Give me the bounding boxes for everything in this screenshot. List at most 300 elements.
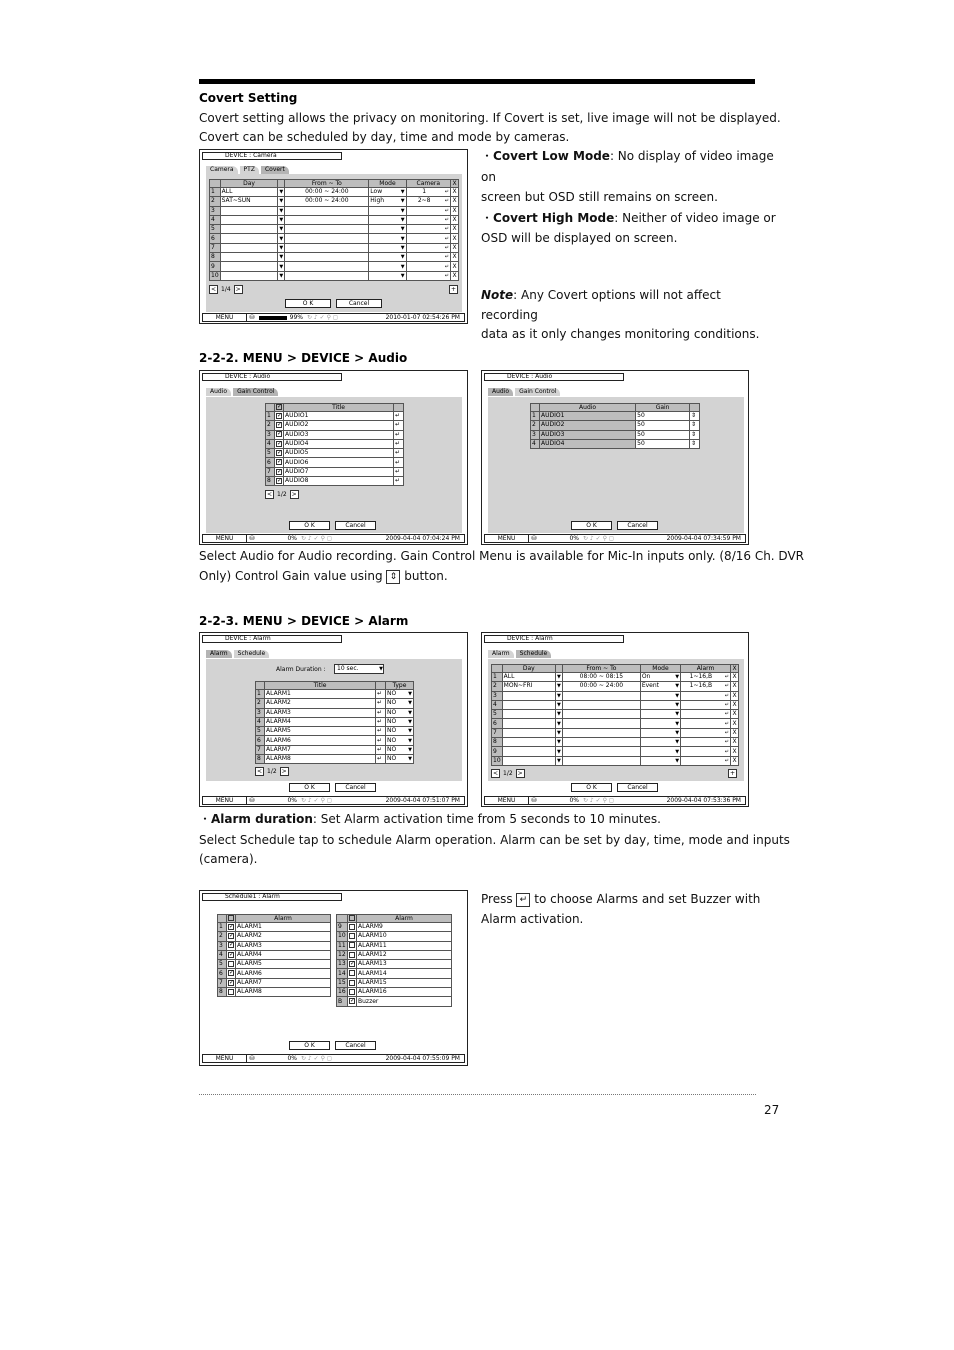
alarm-title[interactable]: ALARM4: [265, 717, 376, 726]
alarm-checkbox[interactable]: [348, 988, 357, 997]
menu-button[interactable]: MENU: [203, 314, 247, 321]
audio-title[interactable]: AUDIO7: [284, 467, 394, 476]
alarm-checkbox[interactable]: [227, 932, 236, 941]
list-item: [218, 932, 331, 941]
time-range[interactable]: [285, 215, 369, 224]
alarm-schedule-table: Day From ~ To Mode Alarm X 1 ALL ▼ 08:00 ~ 08:15 On ▼ 1~16,B ↵ X 2 MON~FRI ▼ 00:00 ~ 24:00 Event ▼ 1~16,B ↵ X 3 ▼ ▼ ↵ X 4 ▼ ▼ ↵ X 5 ▼ ▼ ↵ X 6 ▼ ▼ ↵ X 7 ▼ ▼ ↵ X 8 ▼ ▼ ↵ X 9 ▼ ▼ ↵ X 10 ▼ ▼ ↵ X: [491, 664, 739, 766]
covert-heading: Covert Setting: [199, 91, 298, 105]
time-range[interactable]: [285, 234, 369, 243]
alarm-checkbox[interactable]: [348, 969, 357, 978]
row-number: 5: [218, 960, 227, 969]
delete-icon[interactable]: X: [452, 225, 457, 233]
day-select[interactable]: [502, 728, 555, 737]
audio-checkbox[interactable]: [275, 421, 284, 430]
alarm-type-select[interactable]: NO ▼: [387, 718, 412, 726]
delete-icon[interactable]: X: [452, 188, 457, 196]
time-range[interactable]: [285, 253, 369, 262]
enter-icon[interactable]: ↵: [376, 699, 386, 708]
menu-button[interactable]: MENU: [203, 797, 247, 804]
covert-note: Note: Any Covert options will not affect recording data as it only changes monitoring conditions.: [481, 288, 760, 341]
mode-select[interactable]: [640, 710, 680, 719]
delete-icon[interactable]: X: [452, 216, 457, 224]
time-range[interactable]: [285, 262, 369, 271]
next-page-button[interactable]: >: [281, 768, 287, 775]
prev-page-button[interactable]: <: [210, 286, 217, 293]
status-icons: ↻ ♪ ✓ ⚲ ◻: [307, 314, 338, 321]
menu-button[interactable]: MENU: [485, 535, 529, 542]
table-row: [492, 719, 739, 728]
row-number: 4: [210, 215, 221, 224]
time-range[interactable]: [285, 243, 369, 252]
day-select[interactable]: [220, 234, 278, 243]
day-select[interactable]: SAT~SUN: [220, 197, 278, 206]
row-number: 5: [256, 727, 265, 736]
table-row: [210, 197, 459, 206]
alarm-title[interactable]: ALARM6: [265, 736, 376, 745]
mode-select[interactable]: [640, 738, 680, 747]
enter-icon[interactable]: ↵: [394, 449, 404, 458]
enter-icon[interactable]: ↵: [394, 467, 404, 476]
up-down-spinner-icon[interactable]: ⇕: [690, 412, 700, 421]
alarm-type-select[interactable]: NO ▼: [387, 690, 412, 698]
time-range[interactable]: [562, 728, 640, 737]
tab-alarm[interactable]: Alarm: [488, 650, 514, 658]
up-down-spinner-icon[interactable]: ⇕: [690, 439, 700, 448]
mode-select[interactable]: Low ▼: [370, 188, 405, 196]
target-select[interactable]: 1~16,B ↵: [681, 682, 731, 691]
enter-icon[interactable]: ↵: [394, 477, 404, 486]
day-select[interactable]: [502, 700, 555, 709]
alarm-duration-select[interactable]: 10 sec. ▼: [334, 664, 384, 674]
chevron-down-icon[interactable]: ▼: [279, 254, 284, 261]
mode-select[interactable]: [369, 262, 406, 271]
tab-gain-control[interactable]: Gain Control: [515, 388, 560, 396]
mode-select[interactable]: [640, 691, 680, 700]
next-page-button[interactable]: >: [291, 491, 297, 498]
audio-checkbox[interactable]: [275, 458, 284, 467]
delete-icon[interactable]: X: [452, 271, 457, 279]
prev-page-button[interactable]: <: [256, 768, 263, 775]
day-select[interactable]: [220, 243, 278, 252]
chevron-down-icon[interactable]: ▼: [556, 711, 561, 718]
covert-line2: Covert can be scheduled by day, time and mode by cameras.: [199, 130, 570, 144]
clock: 2009-04-04 07:04:24 PM: [385, 535, 460, 542]
mode-select[interactable]: [640, 756, 680, 765]
chevron-down-icon[interactable]: ▼: [279, 189, 284, 196]
alarm-name: ALARM1: [236, 923, 331, 932]
clock: 2010-01-07 02:54:26 PM: [385, 314, 460, 321]
delete-icon[interactable]: X: [732, 756, 737, 764]
audio-title[interactable]: AUDIO5: [284, 449, 394, 458]
table-row: [531, 412, 700, 421]
enter-icon[interactable]: ↵: [376, 755, 386, 764]
enter-icon: ↵: [444, 189, 449, 196]
day-select[interactable]: [502, 756, 555, 765]
alarm-name: Buzzer: [357, 997, 452, 1006]
row-number: 4: [218, 950, 227, 959]
alarm-checkbox[interactable]: [227, 941, 236, 950]
table-row: [210, 215, 459, 224]
day-select[interactable]: [502, 710, 555, 719]
row-number: 6: [210, 234, 221, 243]
chevron-down-icon[interactable]: ▼: [556, 748, 561, 755]
time-range[interactable]: [285, 206, 369, 215]
day-select[interactable]: [220, 206, 278, 215]
time-range[interactable]: [285, 225, 369, 234]
mode-select[interactable]: [369, 215, 406, 224]
enter-icon[interactable]: ↵: [376, 736, 386, 745]
list-item: [218, 923, 331, 932]
enter-icon[interactable]: ↵: [394, 412, 404, 421]
alarm-name: ALARM5: [236, 960, 331, 969]
mode-select[interactable]: [369, 271, 406, 280]
alarm-title[interactable]: ALARM5: [265, 727, 376, 736]
chevron-down-icon[interactable]: ▼: [279, 198, 284, 205]
tab-audio[interactable]: Audio: [206, 388, 231, 396]
enter-icon[interactable]: ↵: [394, 421, 404, 430]
row-number: 1: [492, 673, 503, 682]
enter-icon: ↵: [724, 748, 729, 755]
cancel-button[interactable]: Cancel: [617, 783, 658, 792]
target-select[interactable]: [406, 206, 450, 215]
alarm-title-table: Title Type 1 ALARM1 ↵ NO ▼ 2 ALARM2 ↵ NO ▼ 3 ALARM3 ↵ NO ▼ 4 ALARM4 ↵ NO ▼ 5 ALARM5 ↵ NO ▼ 6 ALARM6 ↵ NO ▼ 7 ALARM7 ↵ NO ▼ 8 ALARM8 ↵ NO ▼: [255, 681, 414, 764]
cancel-button[interactable]: Cancel: [336, 299, 382, 308]
disk-icon: ⛁: [249, 535, 255, 542]
target-select[interactable]: [681, 747, 731, 756]
target-select[interactable]: [681, 710, 731, 719]
delete-icon[interactable]: X: [452, 262, 457, 270]
status-icons: ↻ ♪ ✓ ⚲ ◻: [301, 535, 332, 542]
chevron-down-icon[interactable]: ▼: [556, 729, 561, 736]
delete-icon[interactable]: X: [732, 682, 737, 690]
alarm-checkbox[interactable]: [348, 978, 357, 987]
alarm-checkbox[interactable]: [227, 960, 236, 969]
tab-camera[interactable]: Camera: [206, 166, 238, 174]
mode-select[interactable]: High ▼: [370, 197, 405, 205]
tab-alarm[interactable]: Alarm: [206, 650, 232, 658]
day-select[interactable]: [502, 719, 555, 728]
audio-checkbox[interactable]: [275, 449, 284, 458]
delete-icon[interactable]: X: [452, 197, 457, 205]
day-select[interactable]: [220, 253, 278, 262]
gain-value[interactable]: 50: [636, 421, 690, 430]
audio-desc2: Only) Control Gain value using ⇕ button.: [199, 569, 448, 583]
target-select[interactable]: [406, 225, 450, 234]
gain-value[interactable]: 50: [636, 439, 690, 448]
row-number: 10: [338, 932, 346, 940]
chevron-down-icon: ▼: [400, 226, 405, 233]
time-range[interactable]: 00:00 ~ 24:00: [285, 188, 369, 197]
target-select[interactable]: [681, 756, 731, 765]
audio-title[interactable]: AUDIO6: [284, 458, 394, 467]
delete-icon[interactable]: X: [452, 243, 457, 251]
tab-covert[interactable]: Covert: [261, 166, 289, 174]
target-select[interactable]: [406, 262, 450, 271]
target-select[interactable]: [406, 271, 450, 280]
delete-icon[interactable]: X: [732, 710, 737, 718]
mode-select[interactable]: [369, 243, 406, 252]
mode-select[interactable]: On ▼: [641, 673, 680, 681]
alarm-checkbox[interactable]: [227, 923, 236, 932]
alarm-checkbox[interactable]: [348, 932, 357, 941]
target-select[interactable]: [681, 738, 731, 747]
delete-icon[interactable]: X: [732, 738, 737, 746]
disk-icon: ⛁: [531, 797, 537, 804]
ok-button[interactable]: O K: [289, 783, 330, 792]
alarm-type-select[interactable]: NO ▼: [387, 699, 412, 707]
next-page-button[interactable]: >: [235, 286, 241, 293]
day-select[interactable]: MON~FRI: [502, 682, 555, 691]
mode-select[interactable]: [369, 206, 406, 215]
target-select[interactable]: 1~16,B ↵: [681, 673, 731, 682]
row-number: 7: [266, 467, 275, 476]
row-number: 3: [210, 206, 221, 215]
day-select[interactable]: [220, 215, 278, 224]
ok-button[interactable]: O K: [289, 521, 330, 530]
time-range[interactable]: [562, 700, 640, 709]
enter-icon: ↵: [724, 702, 729, 709]
alarm-checkbox[interactable]: [227, 969, 236, 978]
mode-select[interactable]: Event ▼: [641, 682, 680, 690]
cancel-button[interactable]: Cancel: [335, 783, 376, 792]
tab-ptz[interactable]: PTZ: [240, 166, 259, 174]
delete-icon[interactable]: X: [732, 691, 737, 699]
delete-icon[interactable]: X: [452, 253, 457, 261]
chevron-down-icon[interactable]: ▼: [556, 674, 561, 681]
up-down-spinner-icon[interactable]: ⇕: [690, 421, 700, 430]
chevron-down-icon[interactable]: ▼: [279, 226, 284, 233]
alarm-title[interactable]: ALARM8: [265, 755, 376, 764]
audio-checkbox[interactable]: [275, 477, 284, 486]
chevron-down-icon[interactable]: ▼: [279, 263, 284, 270]
enter-icon[interactable]: ↵: [376, 745, 386, 754]
enter-icon[interactable]: ↵: [376, 717, 386, 726]
alarm-checkbox[interactable]: [227, 950, 236, 959]
tab-audio[interactable]: Audio: [488, 388, 513, 396]
audio-title[interactable]: AUDIO4: [284, 439, 394, 448]
mode-select[interactable]: [640, 747, 680, 756]
chevron-down-icon[interactable]: ▼: [279, 272, 284, 279]
day-select[interactable]: [220, 271, 278, 280]
cancel-button[interactable]: Cancel: [335, 521, 376, 530]
enter-icon[interactable]: ↵: [394, 439, 404, 448]
day-select[interactable]: [220, 262, 278, 271]
audio-title[interactable]: AUDIO2: [284, 421, 394, 430]
time-range[interactable]: [285, 271, 369, 280]
list-item: [218, 978, 331, 987]
chevron-down-icon[interactable]: ▼: [279, 244, 284, 251]
alarm-type-select[interactable]: NO ▼: [387, 736, 412, 744]
alarm-type-select[interactable]: NO ▼: [387, 708, 412, 716]
enter-icon: ↵: [724, 757, 729, 764]
alarm-type-select[interactable]: NO ▼: [387, 755, 412, 763]
tab-gain-control[interactable]: Gain Control: [233, 388, 278, 396]
row-number: 7: [256, 745, 265, 754]
gain-value[interactable]: 50: [636, 430, 690, 439]
covert-table: Day From ~ To Mode Camera X 1 ALL ▼ 00:00 ~ 24:00 Low ▼ 1 ↵ X 2 SAT~SUN ▼ 00:00 ~ 24:00 High ▼ 2~8 ↵ X 3 ▼ ▼ ↵ X 4 ▼ ▼ ↵ X 5 ▼ ▼ ↵ X 6 ▼ ▼ ↵ X 7 ▼ ▼ ↵ X 8 ▼ ▼ ↵ X 9 ▼ ▼ ↵ X 10 ▼ ▼ ↵ X: [209, 179, 459, 281]
audio-name: AUDIO2: [540, 421, 636, 430]
alarm-type-select[interactable]: NO ▼: [387, 727, 412, 735]
alarm-checkbox[interactable]: [348, 941, 357, 950]
day-select[interactable]: [220, 225, 278, 234]
enter-icon[interactable]: ↵: [394, 458, 404, 467]
next-page-button[interactable]: >: [517, 770, 523, 777]
alarm-desc1: Select Schedule tap to schedule Alarm operation. Alarm can be set by day, time, mode and inputs: [199, 833, 790, 847]
time-range[interactable]: [562, 756, 640, 765]
mode-select[interactable]: [640, 719, 680, 728]
press-instruction: Press ↵ to choose Alarms and set Buzzer with Alarm activation.: [481, 892, 761, 926]
tab-schedule[interactable]: Schedule: [234, 650, 270, 658]
time-range[interactable]: [562, 747, 640, 756]
enter-icon[interactable]: ↵: [376, 690, 386, 699]
add-button[interactable]: +: [450, 286, 457, 293]
prev-page-button[interactable]: <: [266, 491, 273, 498]
delete-icon[interactable]: X: [732, 701, 737, 709]
check-icon: ✓: [277, 430, 283, 438]
alarm-checkbox[interactable]: [227, 978, 236, 987]
target-select[interactable]: [406, 253, 450, 262]
menu-button[interactable]: MENU: [203, 1055, 247, 1062]
alarm-schedule-screen: [481, 632, 749, 807]
time-range[interactable]: 00:00 ~ 24:00: [562, 682, 640, 691]
alarm-schedule-pager: < 1/2 >: [492, 770, 523, 777]
audio-screen: [199, 370, 468, 545]
alarm-title[interactable]: ALARM7: [265, 745, 376, 754]
target-select[interactable]: [406, 234, 450, 243]
audio-checkbox[interactable]: [275, 412, 284, 421]
check-icon: ✓: [277, 449, 283, 457]
day-select[interactable]: [502, 747, 555, 756]
audio-checkbox[interactable]: [275, 467, 284, 476]
screen-title: DEVICE : Alarm: [202, 635, 342, 643]
audio-title-table: ✓ Title 1 ✓ AUDIO1 ↵ 2 ✓ AUDIO2 ↵ 3 ✓ AUDIO3 ↵ 4 ✓ AUDIO4 ↵ 5 ✓ AUDIO5 ↵ 6 ✓ AUDIO6 ↵ 7 ✓ AUDIO7 ↵ 8 ✓ AUDIO8 ↵: [265, 403, 404, 486]
ok-button[interactable]: O K: [289, 1041, 330, 1050]
audio-title[interactable]: AUDIO3: [284, 430, 394, 439]
chevron-down-icon: ▼: [400, 244, 405, 251]
alarm-title[interactable]: ALARM2: [265, 699, 376, 708]
time-range[interactable]: [562, 710, 640, 719]
audio-title[interactable]: AUDIO1: [284, 412, 394, 421]
chevron-down-icon: ▼: [675, 739, 680, 746]
target-select[interactable]: 1 ↵: [406, 188, 450, 197]
chevron-down-icon[interactable]: ▼: [556, 720, 561, 727]
row-number: 3: [492, 691, 503, 700]
target-select[interactable]: [681, 700, 731, 709]
alarm-checkbox[interactable]: [227, 988, 236, 997]
alarm-checkbox[interactable]: [348, 950, 357, 959]
tab-schedule[interactable]: Schedule: [516, 650, 552, 658]
menu-button[interactable]: MENU: [203, 535, 247, 542]
status-icons: ↻ ♪ ✓ ⚲ ◻: [301, 797, 332, 804]
ok-button[interactable]: O K: [285, 299, 331, 308]
table-row: [492, 682, 739, 691]
time-range[interactable]: [562, 691, 640, 700]
menu-button[interactable]: MENU: [485, 797, 529, 804]
delete-icon[interactable]: X: [732, 728, 737, 736]
day-select[interactable]: ALL: [502, 673, 555, 682]
delete-icon[interactable]: X: [732, 719, 737, 727]
chevron-down-icon[interactable]: ▼: [556, 739, 561, 746]
enter-icon: ↵: [724, 683, 729, 690]
covert-pager: < 1/4 >: [210, 286, 241, 293]
target-select[interactable]: [681, 728, 731, 737]
gain-value[interactable]: 50: [636, 412, 690, 421]
chevron-down-icon: ▼: [400, 272, 405, 279]
row-number: 6: [218, 969, 227, 978]
add-button[interactable]: +: [729, 770, 736, 777]
chevron-down-icon: ▼: [675, 748, 680, 755]
table-row: [210, 271, 459, 280]
alarm-checkbox[interactable]: [348, 960, 357, 969]
empty-checkbox-icon: [349, 989, 355, 995]
day-select[interactable]: ALL: [220, 188, 278, 197]
enter-icon[interactable]: ↵: [376, 708, 386, 717]
cancel-button[interactable]: Cancel: [617, 521, 658, 530]
delete-icon[interactable]: X: [452, 206, 457, 214]
audio-title[interactable]: AUDIO8: [284, 477, 394, 486]
mode-select[interactable]: [640, 700, 680, 709]
chevron-down-icon[interactable]: ▼: [556, 683, 561, 690]
chevron-down-icon[interactable]: ▼: [279, 207, 284, 214]
target-select[interactable]: [406, 243, 450, 252]
chevron-down-icon[interactable]: ▼: [556, 702, 561, 709]
chevron-down-icon[interactable]: ▼: [556, 692, 561, 699]
row-number: 7: [492, 728, 503, 737]
chevron-down-icon: ▼: [408, 746, 412, 753]
mode-select[interactable]: [369, 225, 406, 234]
time-range[interactable]: [562, 719, 640, 728]
mode-select[interactable]: [640, 728, 680, 737]
audio-checkbox[interactable]: [275, 430, 284, 439]
enter-icon[interactable]: ↵: [376, 727, 386, 736]
prev-page-button[interactable]: <: [492, 770, 499, 777]
up-down-spinner-icon: ⇕: [386, 570, 400, 584]
up-down-spinner-icon[interactable]: ⇕: [690, 430, 700, 439]
enter-icon: ↵: [444, 207, 449, 214]
alarm-checkbox[interactable]: [348, 997, 357, 1006]
day-select[interactable]: [502, 691, 555, 700]
day-select[interactable]: [502, 738, 555, 747]
alarm-desc2: (camera).: [199, 852, 258, 866]
delete-icon[interactable]: X: [732, 747, 737, 755]
ok-button[interactable]: O K: [571, 521, 612, 530]
status-icons: ↻ ♪ ✓ ⚲ ◻: [583, 797, 614, 804]
chevron-down-icon[interactable]: ▼: [556, 757, 561, 764]
alarm-title[interactable]: ALARM1: [265, 690, 376, 699]
alarm-checkbox[interactable]: [348, 923, 357, 932]
cancel-button[interactable]: Cancel: [335, 1041, 376, 1050]
alarm-title[interactable]: ALARM3: [265, 708, 376, 717]
chevron-down-icon[interactable]: ▼: [279, 217, 284, 224]
delete-icon[interactable]: X: [732, 673, 737, 681]
alarm-type-select[interactable]: NO ▼: [387, 745, 412, 753]
mode-select[interactable]: [369, 253, 406, 262]
target-select[interactable]: 2~8 ↵: [406, 197, 450, 206]
target-select[interactable]: [406, 215, 450, 224]
mode-select[interactable]: [369, 234, 406, 243]
delete-icon[interactable]: X: [452, 234, 457, 242]
time-range[interactable]: 00:00 ~ 24:00: [285, 197, 369, 206]
target-select[interactable]: [681, 691, 731, 700]
target-select[interactable]: [681, 719, 731, 728]
ok-button[interactable]: O K: [571, 783, 612, 792]
audio-checkbox[interactable]: [275, 439, 284, 448]
time-range[interactable]: [562, 738, 640, 747]
enter-icon[interactable]: ↵: [394, 430, 404, 439]
time-range[interactable]: 08:00 ~ 08:15: [562, 673, 640, 682]
chevron-down-icon[interactable]: ▼: [279, 235, 284, 242]
check-icon: ✓: [350, 997, 356, 1005]
